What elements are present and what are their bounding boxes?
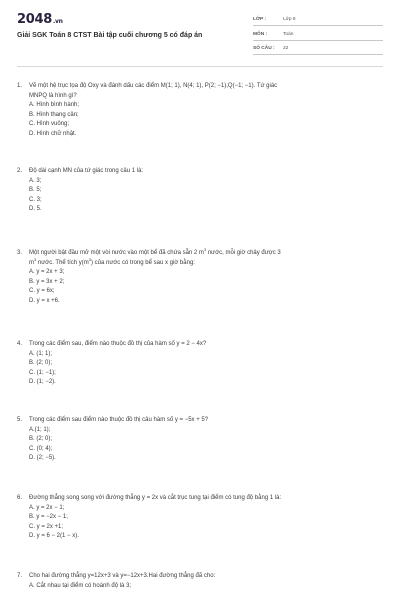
answer-option[interactable]: B. (2; 0);	[29, 436, 53, 443]
answer-option[interactable]: A. y = 2x − 1;	[29, 504, 65, 511]
answer-option[interactable]: A. (1; 1);	[29, 350, 53, 357]
meta-value-count: 22	[283, 46, 289, 51]
meta-value-subject: Toán	[283, 32, 294, 37]
answer-option[interactable]: C. (1; −1);	[29, 369, 56, 376]
question-number: 6.	[17, 495, 23, 501]
question-text: Đường thẳng song song với đường thẳng y = 2x và cắt trục tung tại điểm có tung độ bằng 1 là:	[29, 495, 282, 501]
logo-suffix: .vn	[52, 18, 63, 25]
meta-row-class	[253, 14, 383, 26]
answer-option[interactable]: A.(1; 1);	[29, 426, 51, 433]
question-text: Cho hai đường thẳng y=12x+3 và y=−12x+3.Hai đường thẳng đã cho:	[29, 573, 216, 579]
meta-divider	[253, 40, 383, 41]
answer-option[interactable]: D. y = 6 − 2(1 − x).	[29, 533, 79, 540]
question-number: 2.	[17, 168, 23, 174]
meta-key-class: LỚP :	[253, 17, 267, 22]
answer-option[interactable]: C. y = 6x;	[29, 288, 55, 295]
meta-divider	[253, 54, 383, 55]
question-number: 4.	[17, 341, 23, 347]
meta-row-subject	[253, 29, 383, 41]
site-logo[interactable]	[17, 12, 63, 27]
question-number: 3.	[17, 250, 23, 256]
meta-value-class: Lớp 8	[283, 17, 296, 22]
document-title: Giải SGK Toán 8 CTST Bài tập cuối chương 5 có đáp án	[17, 32, 203, 39]
answer-option[interactable]: B. (2; 0);	[29, 360, 53, 367]
meta-row-count	[253, 43, 383, 55]
answer-option[interactable]: A. Hình bình hành;	[29, 102, 80, 109]
answer-option[interactable]: C. 3;	[29, 196, 42, 203]
answer-option[interactable]: A. Cắt nhau tại điểm có hoành độ là 3;	[29, 582, 132, 589]
answer-option[interactable]: B. Hình thang cân;	[29, 111, 79, 118]
answer-option[interactable]: B. 5;	[29, 187, 42, 194]
answer-option[interactable]: A. 3;	[29, 177, 42, 184]
answer-option[interactable]: C. y = 2x +1;	[29, 523, 64, 530]
answer-option[interactable]: D. (1; −2).	[29, 379, 56, 386]
question-number: 7.	[17, 573, 23, 579]
answer-option[interactable]: D. Hình chữ nhật.	[29, 130, 77, 137]
question-text: $m^3$ nước. Thể tích $y(m^3)$ của nước có trong bể sau x giờ bằng:	[29, 256, 195, 266]
document-header	[0, 0, 400, 66]
answer-option[interactable]: B. y = −2x − 1;	[29, 514, 68, 521]
logo-main-text: 2048	[17, 12, 52, 27]
answer-option[interactable]: A. y = 2x + 3;	[29, 269, 65, 276]
answer-option[interactable]: D. 5.	[29, 206, 42, 213]
answer-option[interactable]: C. (0; 4);	[29, 445, 53, 452]
question-number: 1.	[17, 83, 23, 89]
meta-key-count: SỐ CÂU :	[253, 46, 275, 51]
answer-option[interactable]: D. y = x +6.	[29, 297, 60, 304]
question-text: MNPQ là hình gì?	[29, 92, 77, 99]
answer-option[interactable]: B. y = 3x + 2;	[29, 278, 65, 285]
header-divider	[17, 66, 383, 67]
answer-option[interactable]: D. (2; −5).	[29, 455, 56, 462]
meta-divider	[253, 25, 383, 26]
question-text: Trong các điểm sau điểm nào thuộc đồ thị cảu hàm số y = −5x + 5?	[29, 417, 209, 423]
question-text: Một người bật đầu mở một vòi nước vào một bể đã chứa sẵn 2 $m^3$ nước, mỗi giờ chảy được 3	[29, 247, 281, 256]
question-number: 5.	[17, 417, 23, 423]
question-text: Trong các điểm sau, điểm nào thuộc đồ thị của hàm số y = 2 − 4x?	[29, 341, 207, 347]
meta-key-subject: MÔN :	[253, 32, 268, 37]
question-text: Vẽ một hệ trục tọa độ Oxy và đánh dấu các điểm M(1; 1), N(4; 1), P(2; −1),Q(−1; −1). Tứ giác	[29, 83, 278, 89]
answer-option[interactable]: C. Hình vuông;	[29, 121, 70, 128]
question-text: Độ dài cạnh MN của tứ giác trong câu 1 là:	[29, 168, 144, 174]
